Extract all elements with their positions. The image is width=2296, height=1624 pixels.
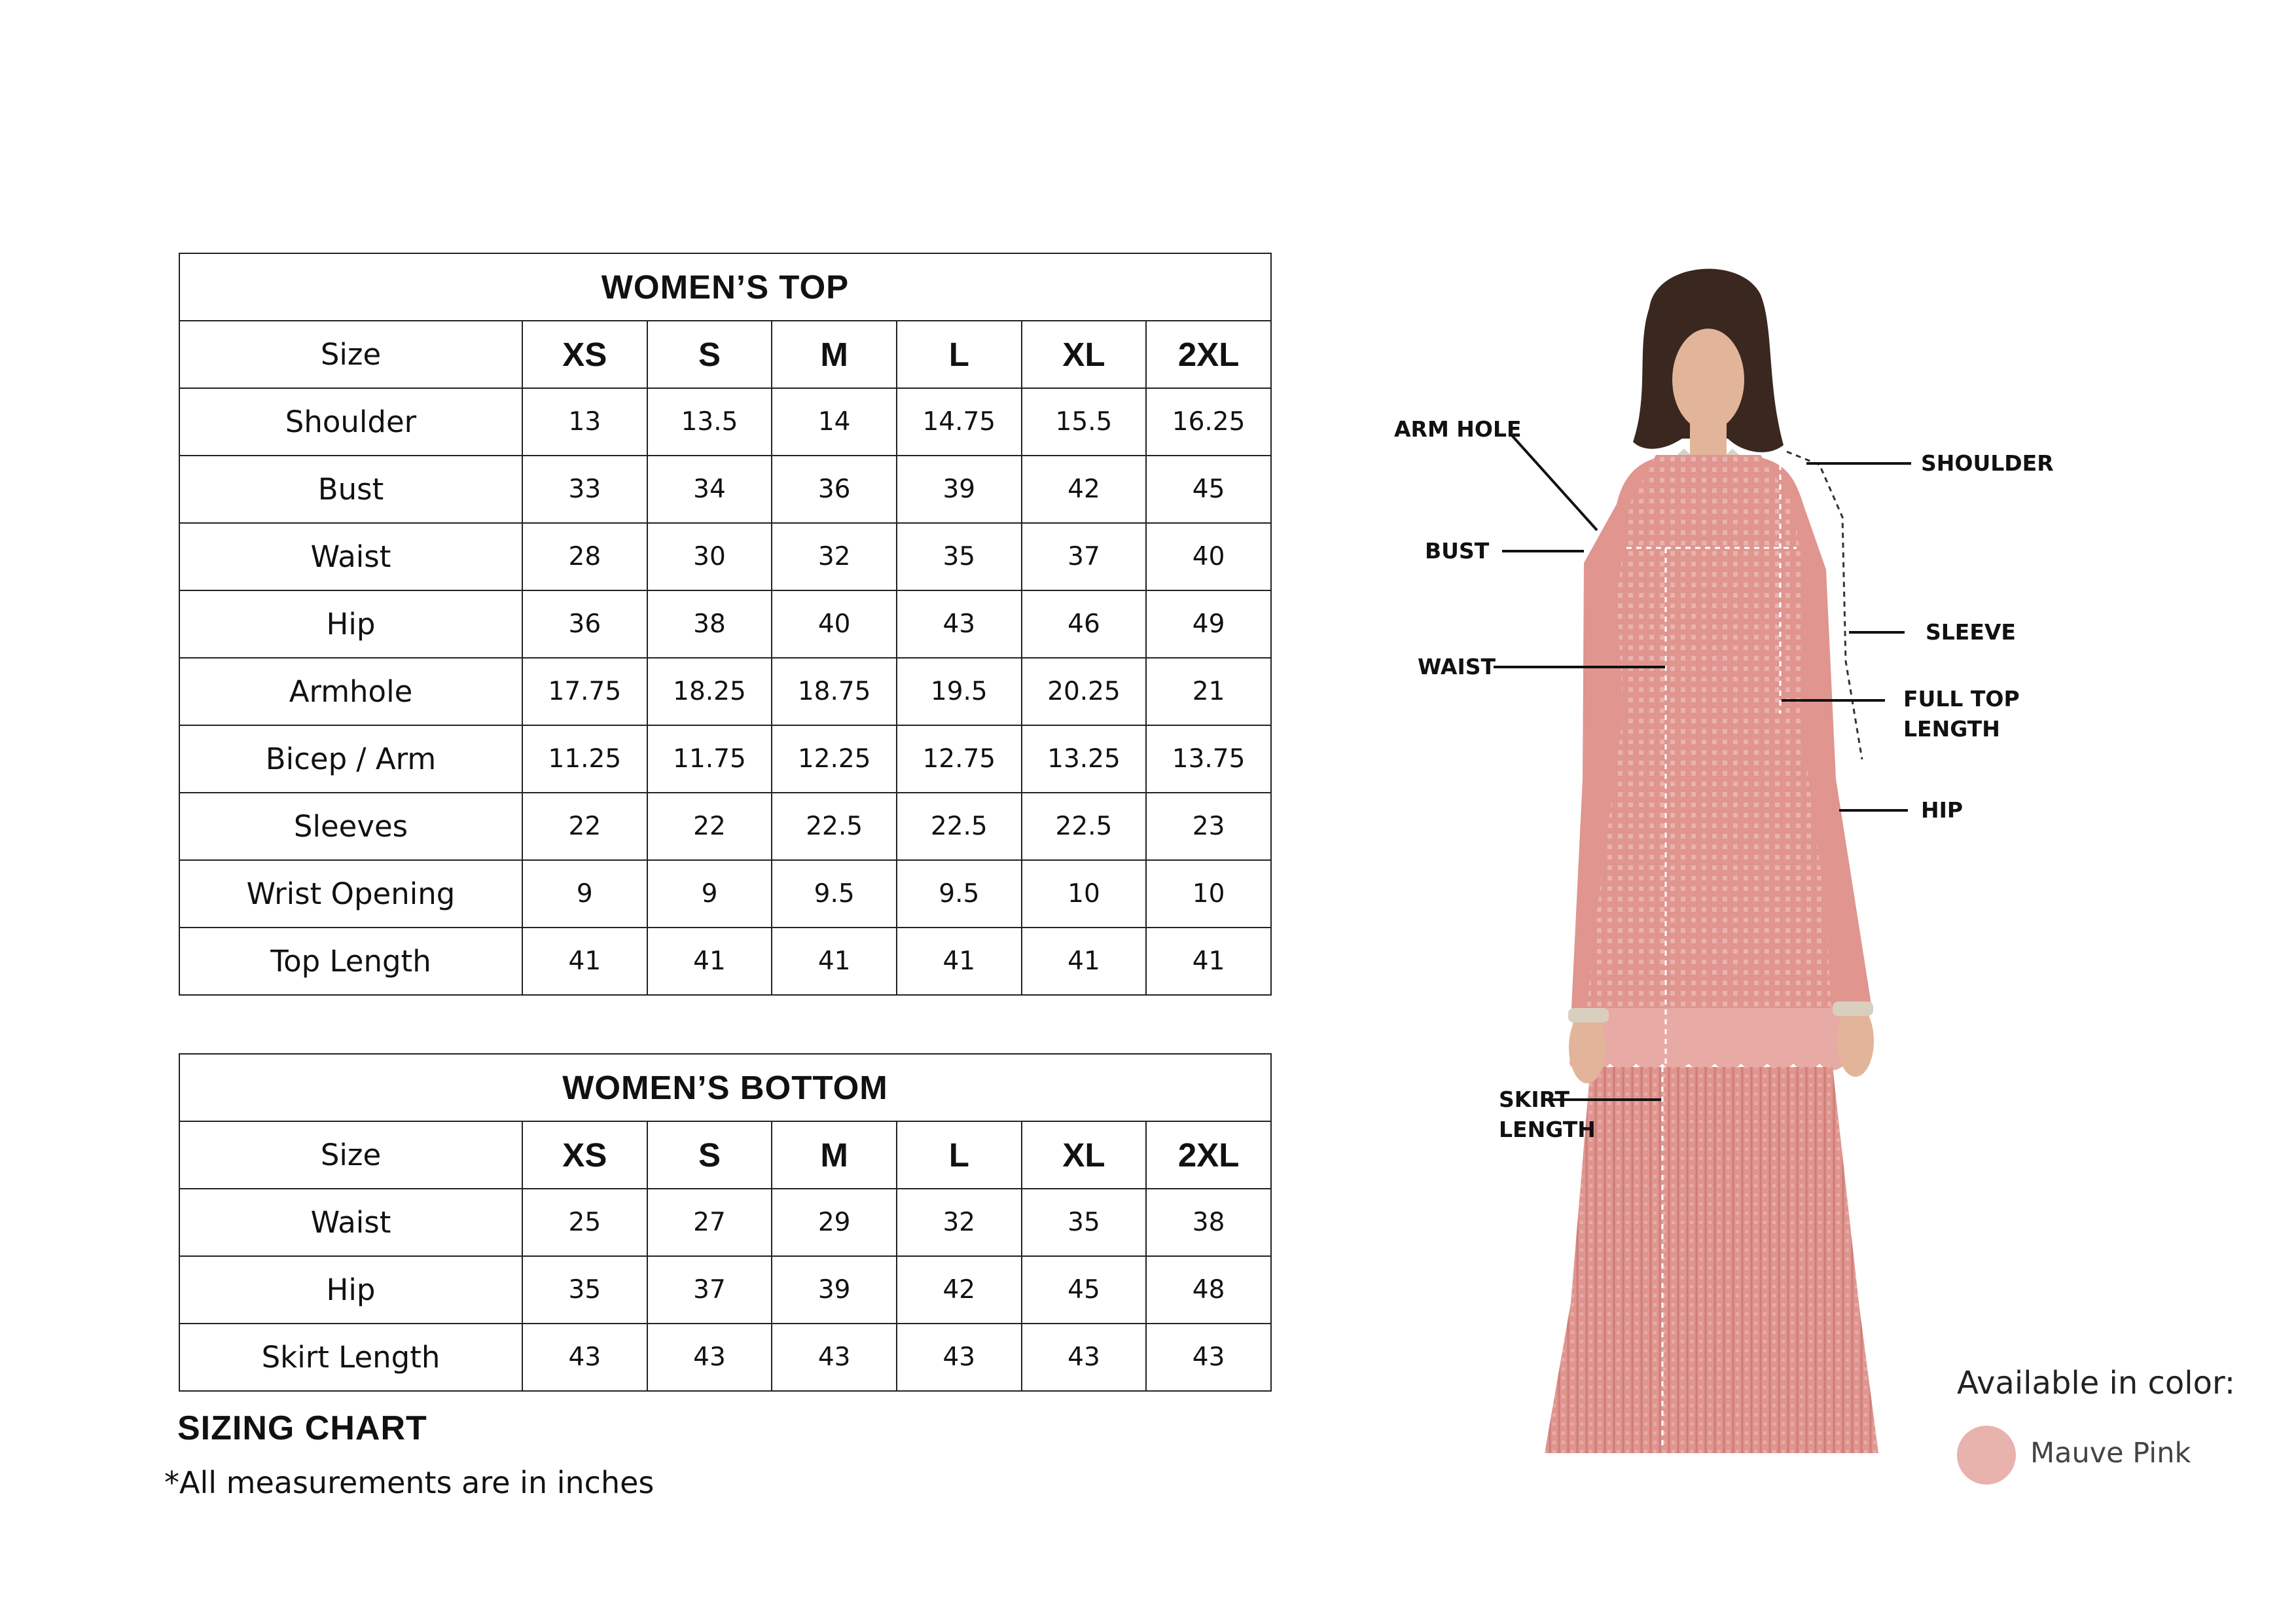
- table-row: [179, 1256, 1271, 1324]
- size-header-cell: 2XL: [1146, 1121, 1271, 1189]
- measurement-value: 21: [1146, 658, 1271, 725]
- womens-bottom-size-table: [179, 1053, 1272, 1392]
- measurement-label: Waist: [179, 1189, 522, 1256]
- measurement-value: 14.75: [897, 388, 1022, 456]
- measurement-value: 36: [522, 590, 647, 658]
- measurement-value: 34: [647, 456, 772, 523]
- measurement-value: 9.5: [897, 860, 1022, 928]
- measurement-label: Shoulder: [179, 388, 522, 456]
- measurement-value: 42: [1022, 456, 1147, 523]
- measurement-value: 33: [522, 456, 647, 523]
- measurement-value: 10: [1146, 860, 1271, 928]
- arm-hole-label: ARM HOLE: [1394, 416, 1522, 442]
- table-row: [179, 793, 1271, 860]
- size-header-cell: XS: [522, 321, 647, 388]
- size-header-cell: L: [897, 321, 1022, 388]
- size-header-cell: M: [772, 1121, 897, 1189]
- bottom-title-row: [179, 1054, 1271, 1121]
- measurement-value: 12.75: [897, 725, 1022, 793]
- measurement-value: 49: [1146, 590, 1271, 658]
- measurement-value: 40: [772, 590, 897, 658]
- measurement-value: 37: [647, 1256, 772, 1324]
- skirt-length-label-line1: SKIRT: [1499, 1087, 1570, 1112]
- measurement-label: Skirt Length: [179, 1324, 522, 1391]
- measurement-value: 37: [1022, 523, 1147, 590]
- measurement-label: Top Length: [179, 928, 522, 995]
- size-header-cell: 2XL: [1146, 321, 1271, 388]
- measurement-value: 43: [897, 590, 1022, 658]
- measurement-value: 18.75: [772, 658, 897, 725]
- measurement-value: 40: [1146, 523, 1271, 590]
- leader-arm-hole: [1510, 433, 1597, 530]
- size-header-cell: XL: [1022, 321, 1147, 388]
- measurement-value: 13.25: [1022, 725, 1147, 793]
- measurement-label: Bust: [179, 456, 522, 523]
- measurement-value: 29: [772, 1189, 897, 1256]
- measurement-value: 30: [647, 523, 772, 590]
- measurement-label: Hip: [179, 590, 522, 658]
- measurement-value: 43: [522, 1324, 647, 1391]
- skirt-length-label: [1499, 1085, 1596, 1145]
- measurement-value: 43: [897, 1324, 1022, 1391]
- size-header-cell: L: [897, 1121, 1022, 1189]
- top-title-row: [179, 253, 1271, 321]
- left-bangles: [1568, 1008, 1609, 1022]
- table-row: [179, 725, 1271, 793]
- mauve-pink-swatch[interactable]: [1957, 1426, 2016, 1485]
- measurement-value: 41: [1022, 928, 1147, 995]
- measurement-label: Bicep / Arm: [179, 725, 522, 793]
- measurement-value: 10: [1022, 860, 1147, 928]
- measurement-value: 43: [772, 1324, 897, 1391]
- measurement-label: Wrist Opening: [179, 860, 522, 928]
- measurement-value: 9: [647, 860, 772, 928]
- measurement-value: 45: [1146, 456, 1271, 523]
- neck: [1690, 419, 1727, 458]
- measurement-value: 35: [1022, 1189, 1147, 1256]
- measurement-value: 41: [647, 928, 772, 995]
- table-row: [179, 658, 1271, 725]
- measurement-value: 27: [647, 1189, 772, 1256]
- measurement-value: 41: [522, 928, 647, 995]
- table-row: [179, 523, 1271, 590]
- measurement-label: Armhole: [179, 658, 522, 725]
- measurement-value: 12.25: [772, 725, 897, 793]
- measurement-value: 35: [522, 1256, 647, 1324]
- measurement-value: 41: [897, 928, 1022, 995]
- measurement-value: 43: [1146, 1324, 1271, 1391]
- table-row: [179, 928, 1271, 995]
- size-header-label: Size: [179, 1121, 522, 1189]
- bust-label: BUST: [1425, 538, 1490, 564]
- size-header-cell: S: [647, 1121, 772, 1189]
- shoulder-label: SHOULDER: [1921, 450, 2054, 476]
- measurement-value: 19.5: [897, 658, 1022, 725]
- measurement-value: 9.5: [772, 860, 897, 928]
- measurement-value: 38: [647, 590, 772, 658]
- size-header-label: Size: [179, 321, 522, 388]
- measurement-value: 11.75: [647, 725, 772, 793]
- measurement-value: 22: [522, 793, 647, 860]
- sizing-chart-title: SIZING CHART: [177, 1409, 427, 1447]
- measurement-value: 41: [772, 928, 897, 995]
- bottom-size-header-row: [179, 1121, 1271, 1189]
- table-row: [179, 388, 1271, 456]
- measurement-value: 16.25: [1146, 388, 1271, 456]
- full-top-length-label-line2: LENGTH: [1903, 716, 2000, 742]
- measurement-value: 32: [897, 1189, 1022, 1256]
- measurement-value: 38: [1146, 1189, 1271, 1256]
- table-row: [179, 860, 1271, 928]
- measurement-value: 15.5: [1022, 388, 1147, 456]
- measurement-label: Hip: [179, 1256, 522, 1324]
- measurement-value: 18.25: [647, 658, 772, 725]
- measurement-value: 43: [1022, 1324, 1147, 1391]
- right-bangles: [1833, 1001, 1873, 1016]
- measurement-value: 14: [772, 388, 897, 456]
- measurement-value: 9: [522, 860, 647, 928]
- measurement-value: 13.75: [1146, 725, 1271, 793]
- table-row: [179, 1189, 1271, 1256]
- measurement-value: 13.5: [647, 388, 772, 456]
- face: [1672, 329, 1744, 431]
- skirt-length-label-line2: LENGTH: [1499, 1117, 1596, 1142]
- measurement-value: 39: [772, 1256, 897, 1324]
- top-table-title: WOMEN’S TOP: [179, 253, 1271, 321]
- measurement-value: 23: [1146, 793, 1271, 860]
- waist-label: WAIST: [1418, 654, 1496, 679]
- measurement-value: 22.5: [772, 793, 897, 860]
- table-row: [179, 1324, 1271, 1391]
- size-header-cell: XS: [522, 1121, 647, 1189]
- mauve-pink-color-name: Mauve Pink: [2030, 1437, 2191, 1470]
- measurement-value: 43: [647, 1324, 772, 1391]
- sleeve-label: SLEEVE: [1926, 619, 2016, 645]
- measurement-value: 41: [1146, 928, 1271, 995]
- size-header-cell: S: [647, 321, 772, 388]
- measurement-value: 48: [1146, 1256, 1271, 1324]
- measurement-value: 28: [522, 523, 647, 590]
- measurement-value: 11.25: [522, 725, 647, 793]
- available-colors-title: Available in color:: [1957, 1365, 2236, 1401]
- measurement-value: 39: [897, 456, 1022, 523]
- measurement-note: *All measurements are in inches: [164, 1465, 655, 1500]
- bottom-table-title: WOMEN’S BOTTOM: [179, 1054, 1271, 1121]
- measurement-label: Waist: [179, 523, 522, 590]
- full-top-length-label-line1: FULL TOP: [1903, 686, 2020, 712]
- full-top-length-label: [1903, 684, 2020, 744]
- womens-top-size-table: [179, 253, 1272, 996]
- table-row: [179, 456, 1271, 523]
- top-size-header-row: [179, 321, 1271, 388]
- measurement-value: 22: [647, 793, 772, 860]
- measurement-value: 13: [522, 388, 647, 456]
- measurement-value: 22.5: [1022, 793, 1147, 860]
- hip-label: HIP: [1921, 797, 1964, 823]
- measurement-figure: [1374, 255, 2094, 1486]
- lace-hem: [1570, 1008, 1846, 1070]
- measurement-value: 32: [772, 523, 897, 590]
- size-header-cell: M: [772, 321, 897, 388]
- measurement-value: 35: [897, 523, 1022, 590]
- measurement-value: 25: [522, 1189, 647, 1256]
- measurement-value: 36: [772, 456, 897, 523]
- measurement-value: 45: [1022, 1256, 1147, 1324]
- measurement-label: Sleeves: [179, 793, 522, 860]
- measurement-value: 20.25: [1022, 658, 1147, 725]
- size-header-cell: XL: [1022, 1121, 1147, 1189]
- table-row: [179, 590, 1271, 658]
- measurement-value: 46: [1022, 590, 1147, 658]
- measurement-value: 17.75: [522, 658, 647, 725]
- measurement-value: 42: [897, 1256, 1022, 1324]
- measurement-value: 22.5: [897, 793, 1022, 860]
